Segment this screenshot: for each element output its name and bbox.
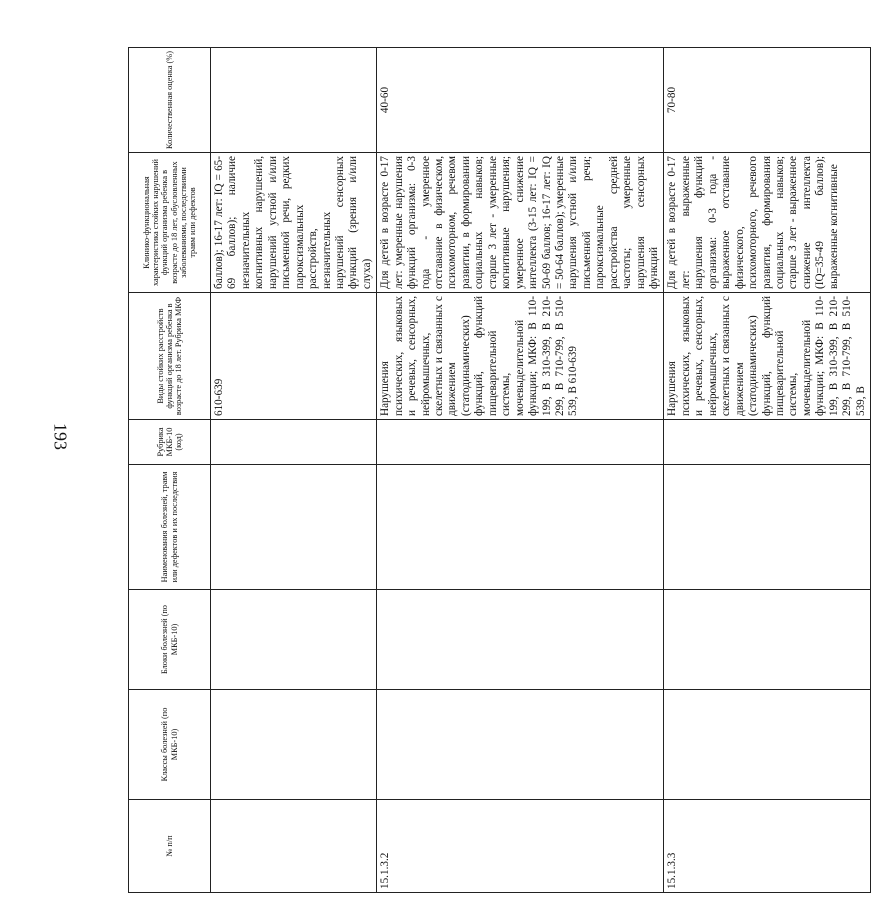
row-score: [211, 48, 377, 153]
row-disorders: Нарушения психических, языковых и речевых, сенсорных, нейромышечных, скелетных и связанных с движением (статодинамических) функций, функций пищеварительной системы, мочевыделительной функции; МКФ: В 110-199, В 310-399, В 210-299, В 710-799, В 510-539, В: [664, 293, 871, 420]
row-clinical: Для детей в возрасте 0-17 лет: умеренные нарушения функций организма: 0-3 года - умеренное отставание в физическом, психомоторном, речевом развитии, в формировании социальных навыков; старше 3 лет - умеренные когнитивные нарушения; умеренное снижение интеллекта (3-15 лет: IQ = 50-69 баллов; 16-17 лет: IQ = 50-64 баллов); умеренные нарушения устной и/или письменной речи; пароксизмальные расстройства средней частоты; умеренные нарушения сенсорных функций: [377, 153, 664, 293]
row-icd: [377, 420, 664, 465]
table-row: [377, 48, 664, 893]
row-disorders: Нарушения психических, языковых и речевых, сенсорных, нейромышечных, скелетных и связанных с движением (статодинамических) функций, функций пищеварительной системы, мочевыделительной функции; МКФ: В 110-199, В 310-399, В 210-299, В 710-799, В 510-539, В 610-639: [377, 293, 664, 420]
row-diseases: [377, 465, 664, 590]
header-score: Количественная оценка (%): [129, 48, 211, 153]
row-num: 15.1.3.2: [377, 800, 664, 893]
table-header-row: [129, 48, 211, 893]
header-disorders: Виды стойких расстройств функций организма ребенка в возрасте до 18 лет. Рубрика МКФ: [129, 293, 211, 420]
row-num: 15.1.3.3: [664, 800, 871, 893]
row-icd: [211, 420, 377, 465]
page-number: 193: [50, 423, 71, 450]
table-row: [664, 48, 871, 893]
row-classes: [664, 690, 871, 800]
header-clinical: Клинико-функциональная характеристика стойких нарушений функций организма ребенка в возрасте до 18 лет, обусловленных заболеваниями, последствиями травм или дефектов: [129, 153, 211, 293]
header-diseases: Наименования болезней, травм или дефектов и их последствия: [129, 465, 211, 590]
table-rotator: [128, 48, 867, 893]
row-clinical: Для детей в возрасте 0-17 лет: выраженные нарушения функций организма: 0-3 года - выраженное отставание физического, психомоторного, речевого развития, формирования социальных навыков; старше 3 лет - выраженное снижение интеллекта (IQ=35-49 баллов); выраженные когнитивные: [664, 153, 871, 293]
row-icd: [664, 420, 871, 465]
header-num: № п/п: [129, 800, 211, 893]
table-row: [211, 48, 377, 893]
row-clinical: баллов); 16-17 лет: IQ = 65-69 баллов); наличие незначительных когнитивных нарушений, нарушений устной и/или письменной речи, редких пароксизмальных расстройств, незначительных нарушений сенсорных функций (зрения и/или слуха): [211, 153, 377, 293]
header-icd: Рубрика МКБ-10 (код): [129, 420, 211, 465]
row-classes: [377, 690, 664, 800]
header-blocks: Блоки болезней (по МКБ-10): [129, 590, 211, 690]
row-num: [211, 800, 377, 893]
row-score: 70-80: [664, 48, 871, 153]
row-diseases: [211, 465, 377, 590]
header-classes: Классы болезней (по МКБ-10): [129, 690, 211, 800]
disability-criteria-table: [128, 47, 871, 893]
row-score: 40-60: [377, 48, 664, 153]
row-disorders: 610-639: [211, 293, 377, 420]
row-classes: [211, 690, 377, 800]
row-blocks: [664, 590, 871, 690]
row-blocks: [211, 590, 377, 690]
row-diseases: [664, 465, 871, 590]
row-blocks: [377, 590, 664, 690]
